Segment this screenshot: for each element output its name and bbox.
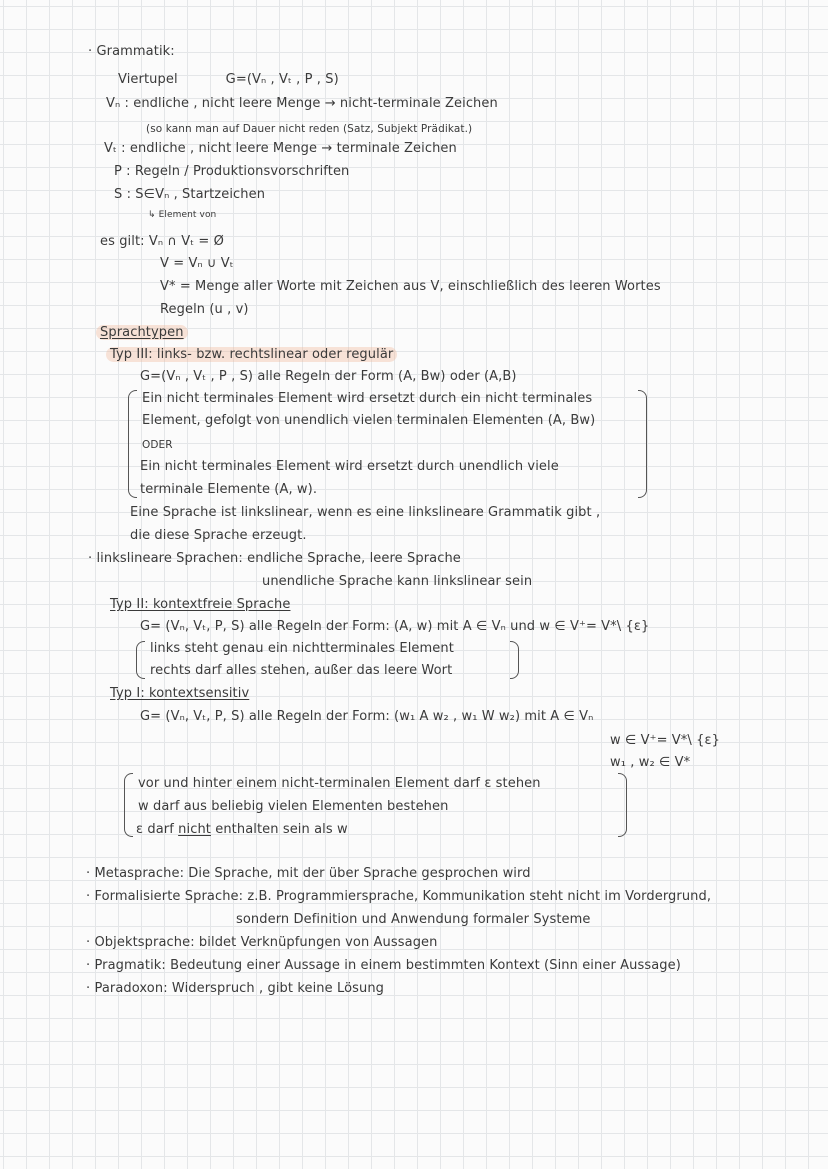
es-gilt-line: es gilt: Vₙ ∩ Vₜ = Ø	[100, 234, 224, 249]
typ1-w1w2-condition: w₁ , w₂ ∈ V*	[610, 755, 691, 770]
typ1-rule3-c: enthalten sein als w	[210, 822, 348, 837]
v-star-line: V* = Menge aller Worte mit Zeichen aus V, einschließlich des leeren Wortes	[160, 279, 661, 294]
typ1-rule3-nicht: nicht	[178, 822, 211, 837]
viertupel-label: Viertupel	[118, 72, 178, 87]
typ2-heading	[110, 597, 290, 613]
typ2-title: Typ II: kontextfreie Sprache	[110, 597, 291, 612]
element-von-note: ↳ Element von	[148, 210, 217, 220]
typ2-grammar: G= (Vₙ, Vₜ, P, S) alle Regeln der Form: (A, w) mit A ∈ Vₙ und w ∈ V⁺= V*\ {ε}	[140, 619, 650, 634]
vt-definition: Vₜ : endliche , nicht leere Menge → terminale Zeichen	[104, 141, 457, 156]
typ3-rule1: Ein nicht terminales Element wird ersetzt durch ein nicht terminales	[142, 391, 593, 406]
typ2-brace-left	[136, 641, 145, 679]
pragmatik: · Pragmatik: Bedeutung einer Aussage in einem bestimmten Kontext (Sinn einer Aussage)	[86, 958, 681, 973]
typ2-rule1: links steht genau ein nichtterminales Element	[150, 641, 454, 656]
sprachtypen-highlight: Sprachtypen	[96, 325, 188, 340]
typ2-rule2: rechts darf alles stehen, außer das leere Wort	[150, 663, 453, 678]
grammar-tuple: G=(Vₙ , Vₜ , P , S)	[225, 72, 339, 87]
typ1-brace-right	[618, 773, 627, 837]
typ3-grammar: G=(Vₙ , Vₜ , P , S) alle Regeln der Form (A, Bw) oder (A,B)	[140, 369, 517, 384]
typ1-heading	[110, 686, 249, 702]
typ3-highlight: Typ III: links- bzw. rechtslinear oder regulär	[106, 347, 397, 362]
typ3-rule2: Element, gefolgt von unendlich vielen terminalen Elementen (A, Bw)	[142, 413, 596, 428]
typ1-rule2: w darf aus beliebig vielen Elementen bestehen	[138, 799, 449, 814]
paradoxon: · Paradoxon: Widerspruch , gibt keine Lösung	[86, 981, 385, 996]
typ3-brace-left	[128, 390, 137, 498]
vn-example-note: (so kann man auf Dauer nicht reden (Satz, Subjekt Prädikat.)	[146, 123, 473, 135]
formalisierte-sprache: · Formalisierte Sprache: z.B. Programmiersprache, Kommunikation steht nicht im Vordergrund,	[86, 889, 712, 904]
typ1-rule3-a: ε darf	[136, 822, 179, 837]
viertupel-line	[118, 72, 339, 88]
v-union-line: V = Vₙ ∪ Vₜ	[160, 256, 234, 271]
typ3-brace-right	[638, 390, 647, 498]
typ1-grammar: G= (Vₙ, Vₜ, P, S) alle Regeln der Form: (w₁ A w₂ , w₁ W w₂) mit A ∈ Vₙ	[140, 709, 594, 724]
formalisierte-sprache-cont: sondern Definition und Anwendung formaler Systeme	[236, 912, 591, 927]
unendliche-sprache: unendliche Sprache kann linkslinear sein	[262, 574, 533, 589]
sprachtypen-heading	[96, 325, 188, 341]
typ3-rule3: Ein nicht terminales Element wird ersetzt durch unendlich viele	[140, 459, 559, 474]
typ1-brace-left	[124, 773, 133, 837]
heading-grammatik: · Grammatik:	[88, 44, 175, 59]
typ3-heading	[106, 347, 397, 363]
typ1-title: Typ I: kontextsensitiv	[110, 686, 250, 701]
typ3-oder: ODER	[142, 439, 173, 451]
s-definition: S : S∈Vₙ , Startzeichen	[114, 187, 266, 202]
metasprache: · Metasprache: Die Sprache, mit der über Sprache gesprochen wird	[86, 866, 531, 881]
typ2-brace-right	[510, 641, 519, 679]
linkslineare-sprachen: · linkslineare Sprachen: endliche Sprache, leere Sprache	[88, 551, 461, 566]
regeln-line: Regeln (u , v)	[160, 302, 249, 317]
linkslinear-definition: Eine Sprache ist linkslinear, wenn es eine linkslineare Grammatik gibt ,	[130, 505, 601, 520]
typ1-rule3	[136, 822, 348, 838]
p-definition: P : Regeln / Produktionsvorschriften	[114, 164, 350, 179]
typ1-rule1: vor und hinter einem nicht-terminalen Element darf ε stehen	[138, 776, 541, 791]
objektsprache: · Objektsprache: bildet Verknüpfungen von Aussagen	[86, 935, 438, 950]
linkslinear-definition-cont: die diese Sprache erzeugt.	[130, 528, 307, 543]
vn-definition: Vₙ : endliche , nicht leere Menge → nicht-terminale Zeichen	[106, 96, 498, 111]
typ1-w-condition: w ∈ V⁺= V*\ {ε}	[610, 733, 720, 748]
typ3-rule4: terminale Elemente (A, w).	[140, 482, 318, 497]
